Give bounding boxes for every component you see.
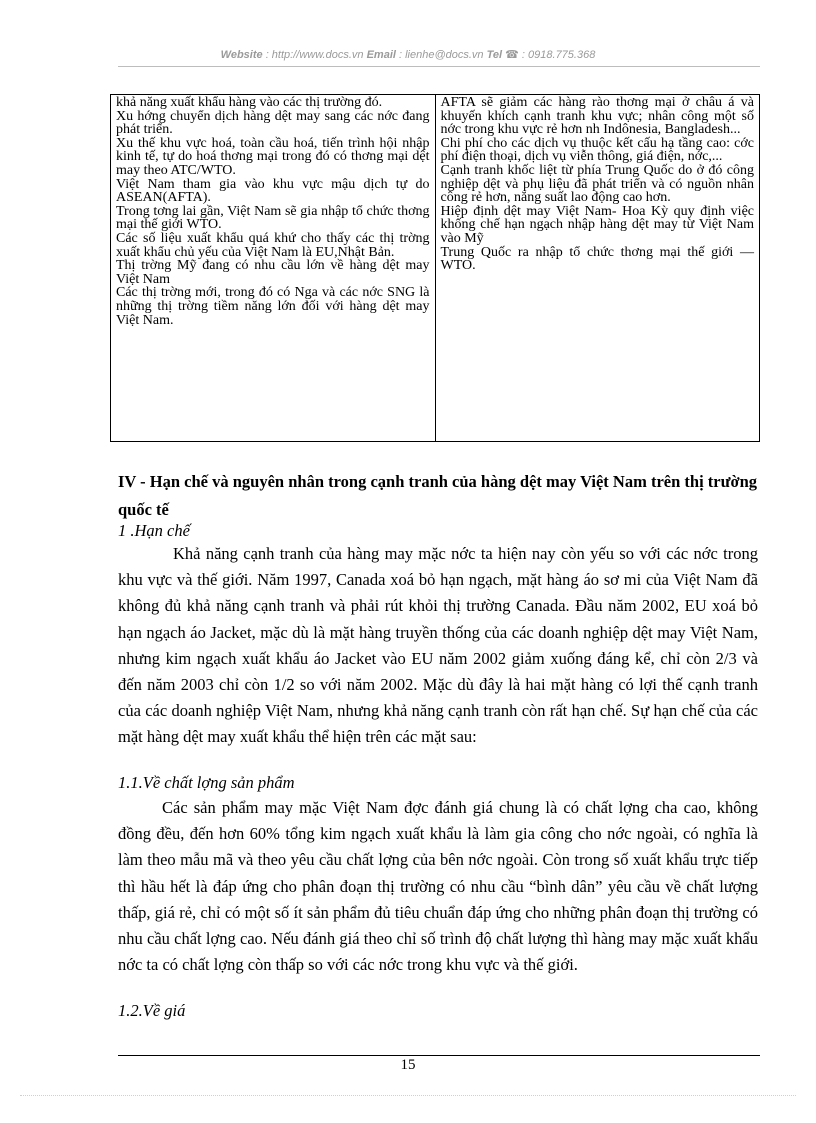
website-label: Website — [220, 49, 263, 61]
table-item: Thị trờng Mỹ đang có nhu cầu lớn về hàng dệt may Việt Nam — [116, 258, 430, 287]
table-item: Xu hớng chuyển dịch hàng dệt may sang các nớc đang phát triển. — [116, 108, 430, 138]
table-item: Cạnh tranh khốc liệt từ phía Trung Quốc do ở đó công nghiệp dệt và phụ liệu đã phát triển và có nguồn nhân công rẻ hơn, năng suất lao động cao hơn. — [440, 162, 754, 206]
threats-cell — [435, 95, 760, 442]
table-item: Trong tơng lai gần, Việt Nam sẽ gia nhập tổ chức thơng mại thế giới WTO. — [116, 203, 430, 233]
table-row — [111, 95, 760, 442]
analysis-table — [110, 94, 760, 442]
table-item: AFTA sẽ giảm các hàng rào thơng mại ở châu á và khuyến khích cạnh tranh khu vực; nhân công một số nớc trong khu vực rẻ hơn nh Indônesia, Bangladesh... — [440, 95, 754, 138]
table-item: Chi phí cho các dịch vụ thuộc kết cấu hạ tầng cao: cớc phí điện thoại, dịch vụ viễn thông, giá điện, nớc,... — [440, 135, 754, 165]
section-heading: IV - Hạn chế và nguyên nhân trong cạnh tranh của hàng dệt may Việt Nam trên thị trường quốc tế — [118, 472, 758, 519]
email-label: Email — [366, 49, 396, 61]
table-item: Các thị trờng mới, trong đó có Nga và các nớc SNG là những thị trờng tiềm năng lớn đối với hàng dệt may Việt Nam. — [116, 285, 430, 328]
table-item: Trung Quốc ra nhập tổ chức thơng mại thế giới — WTO. — [440, 244, 754, 274]
paragraph-quality: Các sản phẩm may mặc Việt Nam đợc đánh giá chung là có chất lợng cha cao, không đồng đều, đến hơn 60% tổng kim ngạch xuất khẩu là làm gia công cho nớc ngoài, có nghĩa là làm theo mẫu mã và theo yêu cầu chất lợng của bên nớc ngoài. Còn trong số xuất khẩu trực tiếp thì hầu hết là đáp ứng cho phân đoạn thị trường có nhu cầu “bình dân” yêu cầu về chất lượng thấp, giá rẻ, chỉ có một số ít sản phẩm đủ tiêu chuẩn đáp ứng cho những phân đoạn thị trường có nhu cầu chất lợng cao. Nếu đánh giá theo chỉ số trình độ chất lượng thì hàng may mặc xuất khẩu nớc ta có chất lợng còn thấp so với các nớc trong khu vực và thế giới. — [118, 798, 758, 975]
table-item: Xu thế khu vực hoá, toàn cầu hoá, tiến trình hội nhập kinh tế, tự do hoá thơng mại trong đó có thơng mại dệt may theo ATC/WTO. — [116, 135, 430, 178]
page-number: 15 — [400, 1057, 416, 1073]
table-item: Các số liệu xuất khẩu quá khứ cho thấy các thị trờng xuất khẩu chủ yếu của Việt Nam là EU,Nhật Bản. — [116, 230, 430, 260]
footer-divider — [118, 1055, 760, 1056]
website-value: : http://www.docs.vn — [262, 49, 367, 61]
page-bottom-border — [20, 1095, 796, 1096]
tel-value: ☎ : 0918.775.368 — [502, 49, 596, 61]
page-header — [0, 48, 816, 61]
tel-label: Tel — [486, 49, 503, 61]
subsection-heading-quality: 1.1.Về chất lợng sản phẩm — [118, 773, 295, 792]
opportunities-cell — [111, 95, 436, 442]
table-item: Hiệp định dệt may Việt Nam- Hoa Kỳ quy định việc khống chế hạn ngạch nhập hàng dệt may từ Việt Nam vào Mỹ — [440, 203, 754, 246]
email-value: : lienhe@docs.vn — [395, 49, 487, 61]
table-item: khả năng xuất khẩu hàng vào các thị trường đó. — [116, 95, 383, 110]
header-divider — [118, 66, 760, 67]
subsection-heading-limitations: 1 .Hạn chế — [118, 521, 190, 540]
paragraph-competitiveness: Khả năng cạnh tranh của hàng may mặc nớc ta hiện nay còn yếu so với các nớc trong khu vực và thế giới. Năm 1997, Canada xoá bỏ hạn ngạch, mặt hàng áo sơ mi của Việt Nam đã không đủ khả năng cạnh tranh và phải rút khỏi thị trường Canada. Đầu năm 2002, EU xoá bỏ hạn ngạch áo Jacket, mặc dù là mặt hàng truyền thống của các doanh nghiệp dệt may Việt Nam, nhưng kim ngạch xuất khẩu áo Jacket vào EU năm 2002 giảm xuống đáng kể, chỉ còn 2/3 và đến năm 2003 chỉ còn 1/2 so với năm 2002. Mặc dù đây là hai mặt hàng có lợi thế cạnh tranh của các doanh nghiệp Việt Nam, nhưng khả năng cạnh tranh còn rất hạn chế. Sự hạn chế của các mặt hàng dệt may xuất khẩu thể hiện trên các mặt sau: — [118, 544, 758, 747]
subsection-heading-price: 1.2.Về giá — [118, 1001, 186, 1020]
table-item: Việt Nam tham gia vào khu vực mậu dịch tự do ASEAN(AFTA). — [116, 176, 430, 206]
